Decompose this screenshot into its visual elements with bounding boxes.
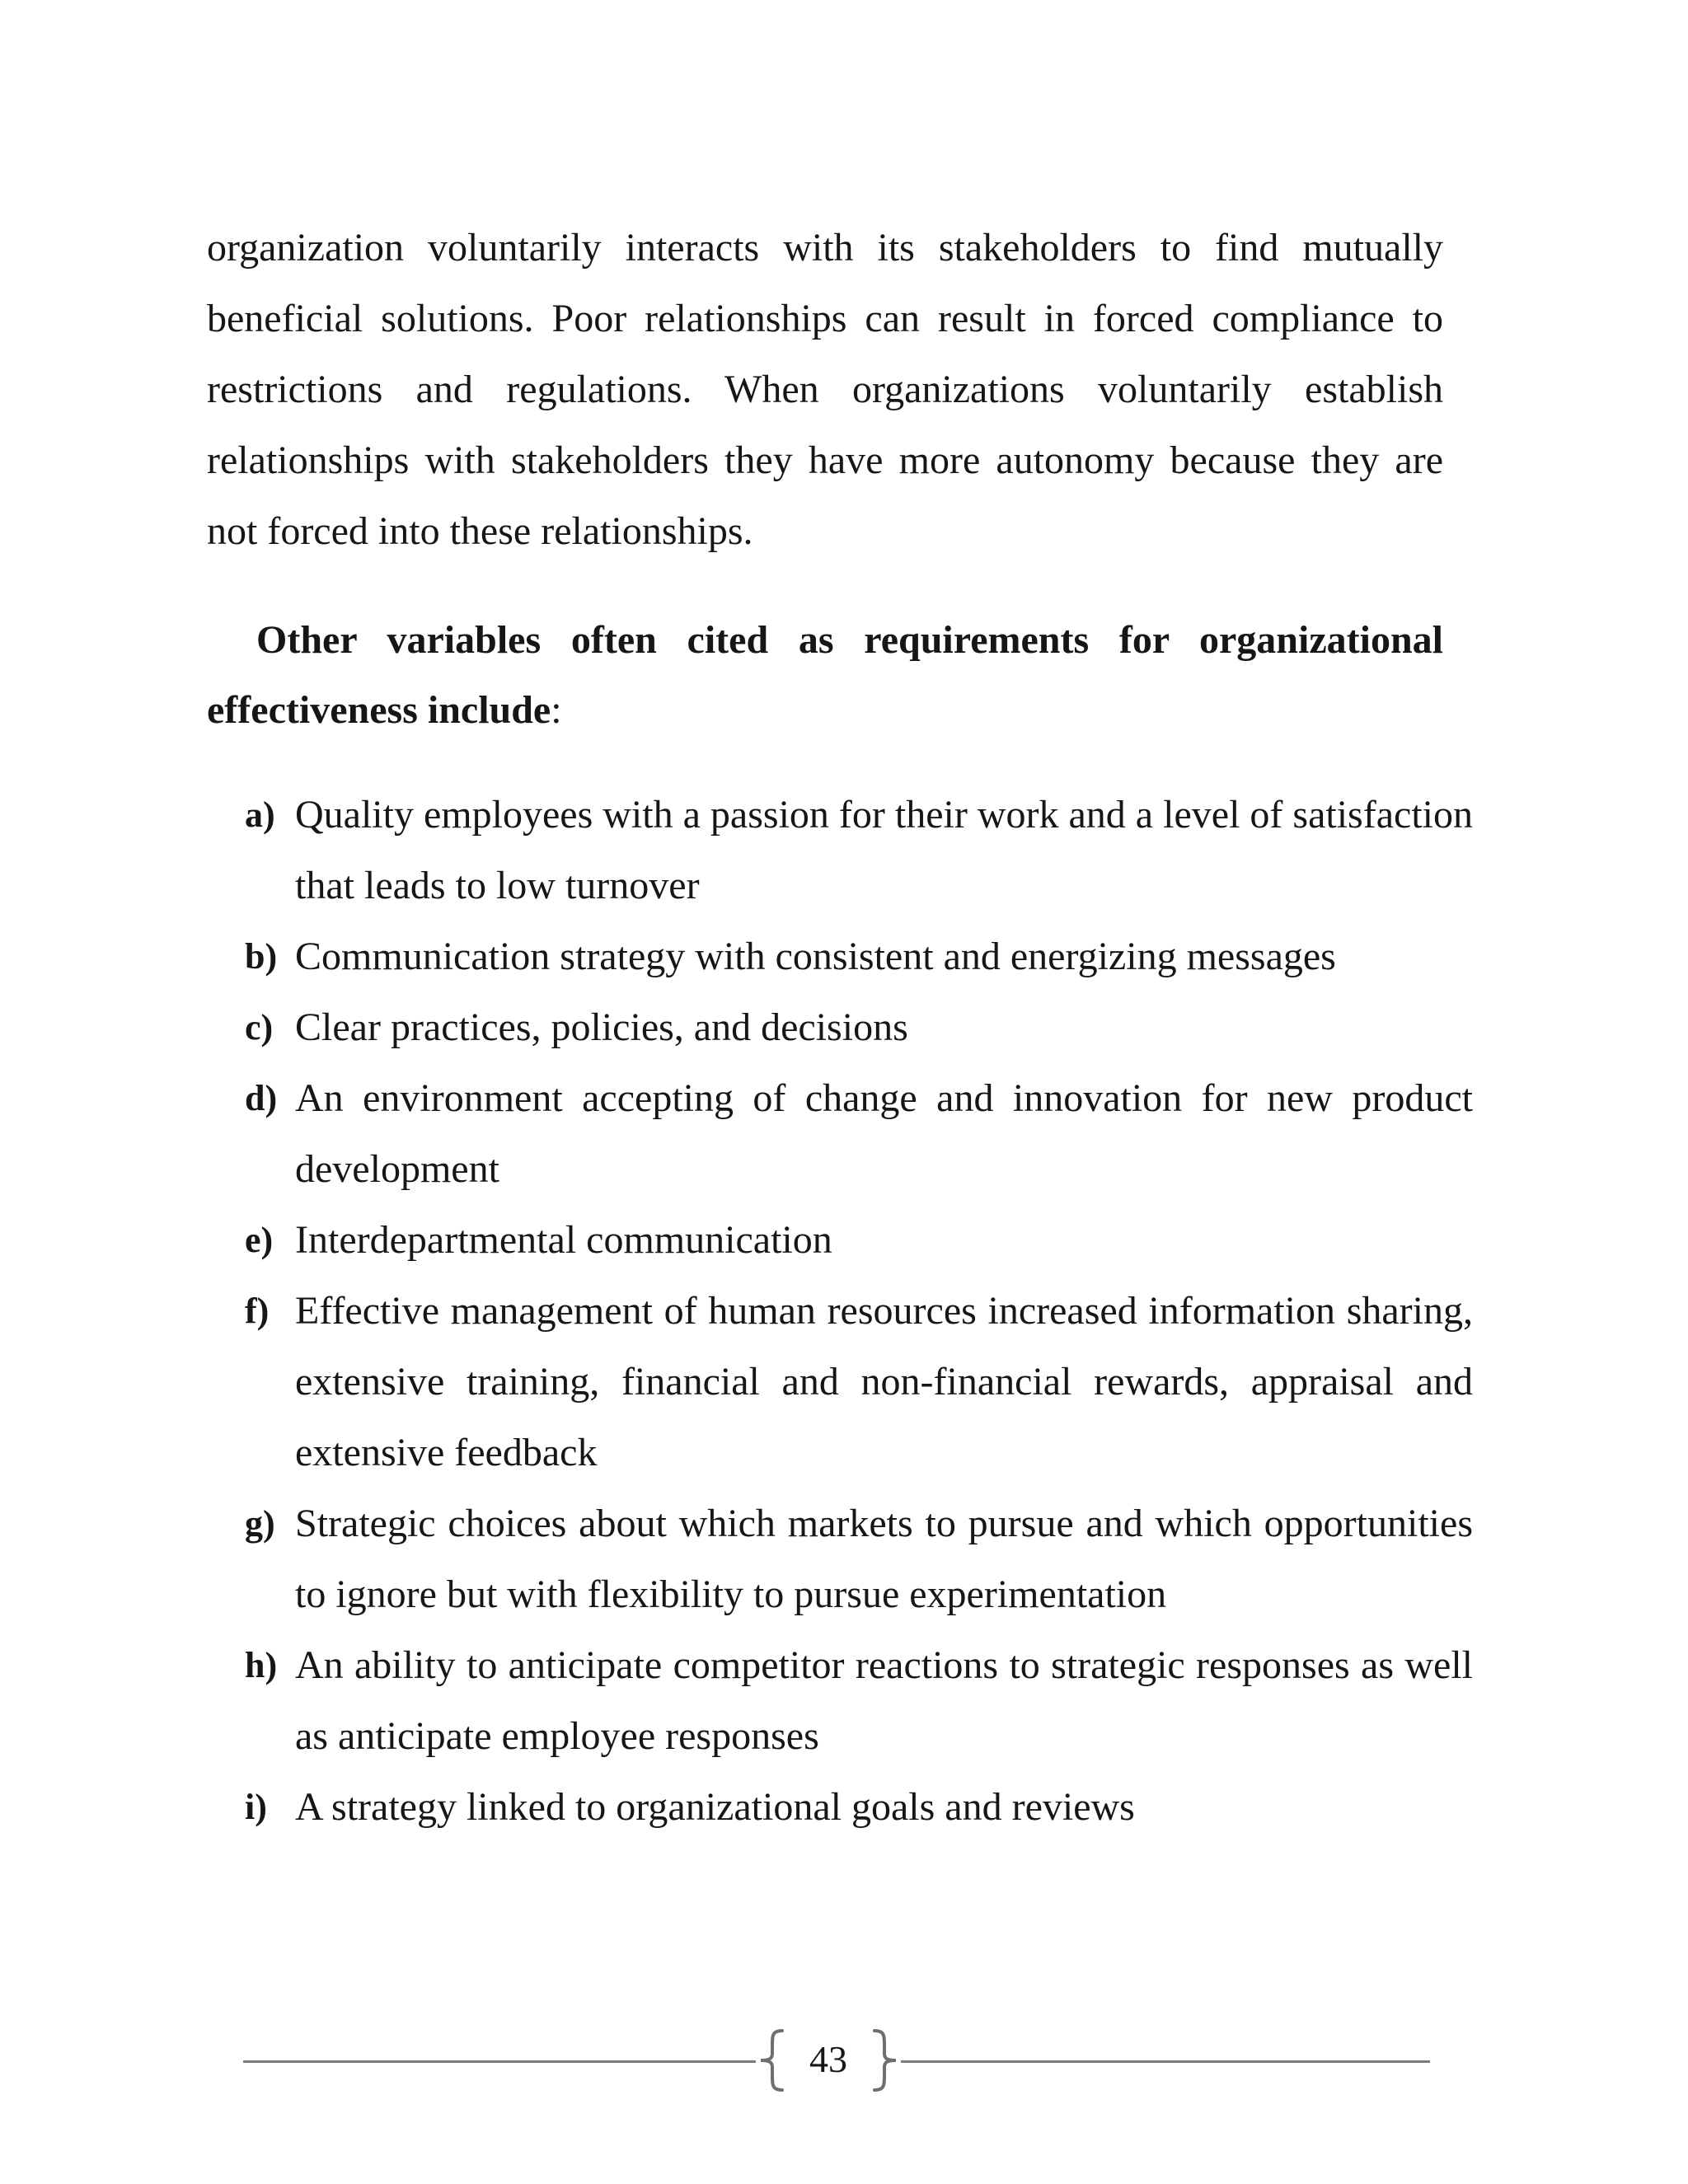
list-item (245, 1630, 1473, 1772)
section-heading-suffix: : (551, 688, 562, 732)
list-item-text: A strategy linked to organizational goals and reviews (295, 1785, 1135, 1829)
footer-rule-right (901, 2060, 1430, 2063)
list-item (245, 780, 1473, 921)
left-brace-icon (754, 2027, 787, 2093)
list-marker: d) (245, 1078, 278, 1118)
list-marker: i) (245, 1787, 267, 1827)
list-marker: g) (245, 1503, 275, 1544)
list-item (245, 1205, 1473, 1276)
list-item-text: Clear practices, policies, and decisions (295, 1005, 908, 1049)
list-item (245, 921, 1473, 992)
list-item-text: Communication strategy with consistent and energizing messages (295, 935, 1336, 978)
list-item-text: Effective management of human resources increased information sharing, extensive training, financial and non-financial rewards, appraisal and extensive feedback (295, 1289, 1473, 1474)
list-item (245, 1772, 1473, 1843)
page-footer (243, 2027, 1430, 2093)
right-brace-icon (870, 2027, 903, 2093)
footer-rule-left (243, 2060, 756, 2063)
list-marker: b) (245, 936, 278, 977)
list-item-text: An ability to anticipate competitor reactions to strategic responses as well as anticipate employee responses (295, 1643, 1473, 1758)
list-marker: f) (245, 1291, 270, 1331)
list-marker: a) (245, 794, 275, 835)
list-item-text: Strategic choices about which markets to pursue and which opportunities to ignore but with flexibility to pursue experimentation (295, 1502, 1473, 1616)
list-item (245, 1063, 1473, 1205)
list-marker: h) (245, 1645, 278, 1685)
intro-paragraph: organization voluntarily interacts with its stakeholders to find mutually beneficial solutions. Poor relationships can result in forced compliance to restrictions and regulations. When organizations voluntarily establish relationships with stakeholders they have more autonomy because they are not forced into these relationships. (207, 226, 1443, 553)
section-heading-bold: Other variables often cited as requirements for organizational effectiveness include (207, 618, 1443, 732)
list-item (245, 1488, 1473, 1630)
list-item (245, 992, 1473, 1063)
list-item-text: Quality employees with a passion for their work and a level of satisfaction that leads to low turnover (295, 793, 1473, 907)
list-item (245, 1276, 1473, 1488)
list-item-text: An environment accepting of change and innovation for new product development (295, 1076, 1473, 1191)
list-marker: c) (245, 1007, 274, 1047)
page-body (207, 213, 1443, 745)
page-number: 43 (809, 2038, 847, 2080)
requirements-list (245, 780, 1473, 1843)
section-heading (207, 605, 1443, 745)
list-marker: e) (245, 1220, 274, 1260)
list-item-text: Interdepartmental communication (295, 1218, 832, 1262)
